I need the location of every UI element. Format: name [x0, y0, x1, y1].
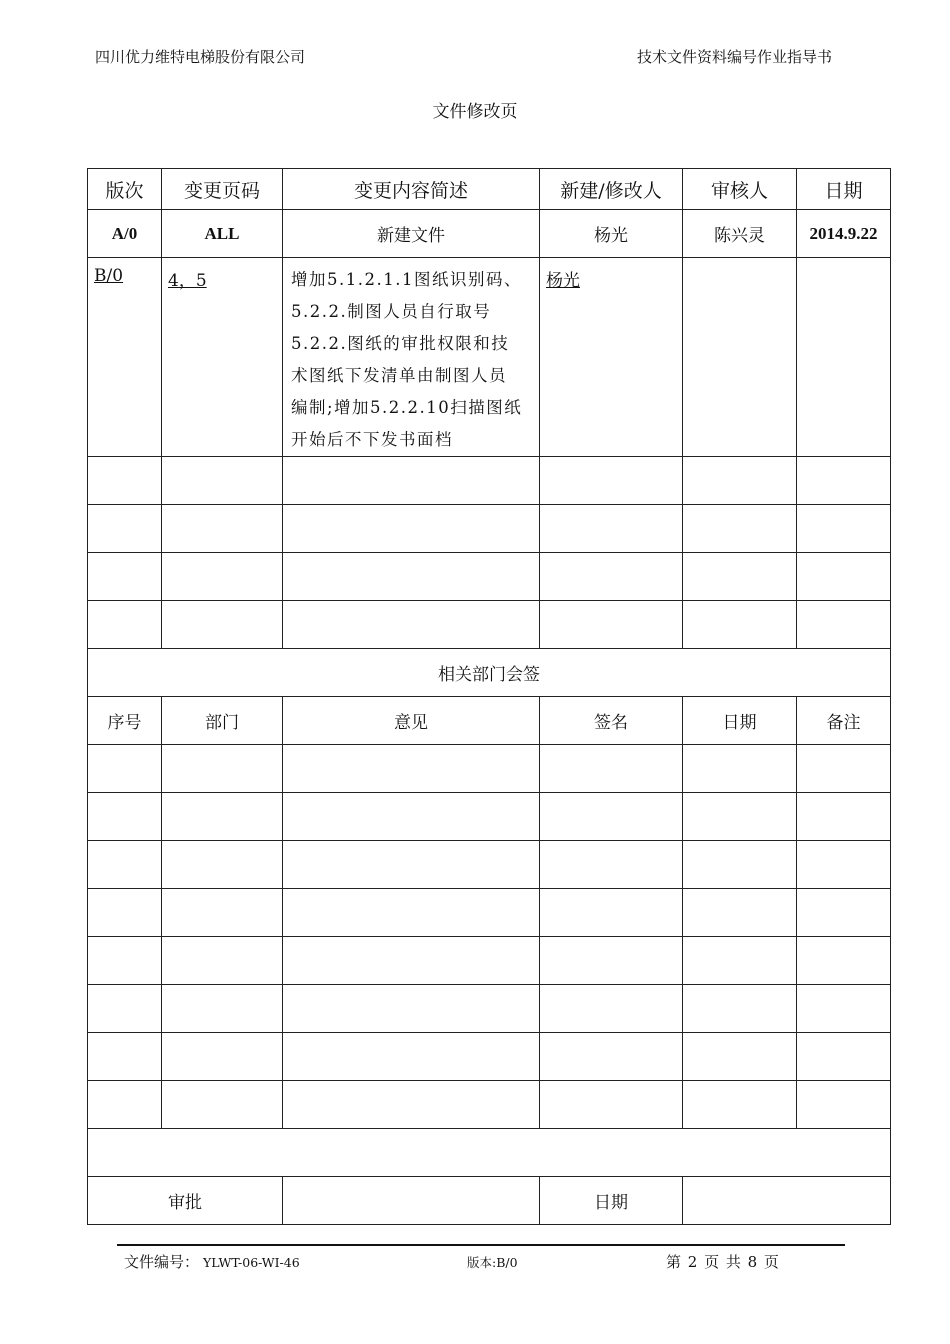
- cell-date: [797, 258, 891, 457]
- footer-code: YLWT-06-WI-46: [203, 1255, 300, 1270]
- table-row: [88, 841, 891, 889]
- header-date: 日期: [797, 169, 891, 210]
- cell-version: A/0: [88, 210, 162, 258]
- revision-header-row: [88, 169, 891, 210]
- footer-code-label: 文件编号：: [124, 1253, 200, 1271]
- table-row: [88, 457, 891, 505]
- footer-version: 版本:B/0: [467, 1255, 518, 1270]
- cell-version: B/0: [88, 258, 162, 457]
- table-row: [88, 505, 891, 553]
- cell-pages: ALL: [162, 210, 283, 258]
- cell-reviewer: 陈兴灵: [683, 210, 797, 258]
- header-remarks: 备注: [797, 697, 891, 745]
- document-name: 技术文件资料编号作业指导书: [636, 48, 832, 66]
- header-summary: 变更内容简述: [283, 169, 540, 210]
- table-row: [88, 210, 891, 258]
- footer-doc-code: [124, 1251, 300, 1272]
- approval-row: [88, 1177, 891, 1225]
- footer-divider: [117, 1244, 845, 1246]
- signoff-header-row: [88, 697, 891, 745]
- blank-row: [88, 1129, 891, 1177]
- revision-table: [87, 168, 891, 1225]
- approval-date-value: [683, 1177, 891, 1225]
- header-department: 部门: [162, 697, 283, 745]
- summary-line: 5.2.2.图纸的审批权限和技: [291, 334, 510, 353]
- approval-value: [283, 1177, 540, 1225]
- table-row: [88, 258, 891, 457]
- cell-author: 杨光: [540, 258, 683, 457]
- summary-line: 开始后不下发书面档: [291, 430, 453, 449]
- company-name: 四川优力维特电梯股份有限公司: [95, 48, 306, 66]
- approval-label: 审批: [88, 1177, 283, 1225]
- table-row: [88, 1033, 891, 1081]
- cell-summary: [283, 258, 540, 457]
- header-opinion: 意见: [283, 697, 540, 745]
- cell-date: 2014.9.22: [797, 210, 891, 258]
- table-row: [88, 1081, 891, 1129]
- table-row: [88, 793, 891, 841]
- footer-page-number: 第 2 页 共 8 页: [666, 1253, 780, 1271]
- signoff-section-row: [88, 649, 891, 697]
- header-sign-date: 日期: [683, 697, 797, 745]
- table-row: [88, 745, 891, 793]
- header-signature: 签名: [540, 697, 683, 745]
- cell-reviewer: [683, 258, 797, 457]
- table-row: [88, 985, 891, 1033]
- signoff-section-title: 相关部门会签: [88, 649, 891, 697]
- table-row: [88, 937, 891, 985]
- table-row: [88, 553, 891, 601]
- summary-line: 术图纸下发清单由制图人员: [291, 366, 507, 385]
- header-pages: 变更页码: [162, 169, 283, 210]
- cell-summary: 新建文件: [283, 210, 540, 258]
- page-title: 文件修改页: [432, 102, 518, 122]
- header-seq: 序号: [88, 697, 162, 745]
- summary-line: 5.2.2.制图人员自行取号: [291, 302, 492, 321]
- table-row: [88, 601, 891, 649]
- cell-author: 杨光: [540, 210, 683, 258]
- header-author: 新建/修改人: [540, 169, 683, 210]
- summary-line: 增加5.1.2.1.1图纸识别码、: [291, 270, 522, 289]
- header-version: 版次: [88, 169, 162, 210]
- approval-date-label: 日期: [540, 1177, 683, 1225]
- cell-pages: 4，5: [162, 258, 283, 457]
- table-row: [88, 889, 891, 937]
- summary-line: 编制;增加5.2.2.10扫描图纸: [291, 398, 523, 417]
- header-reviewer: 审核人: [683, 169, 797, 210]
